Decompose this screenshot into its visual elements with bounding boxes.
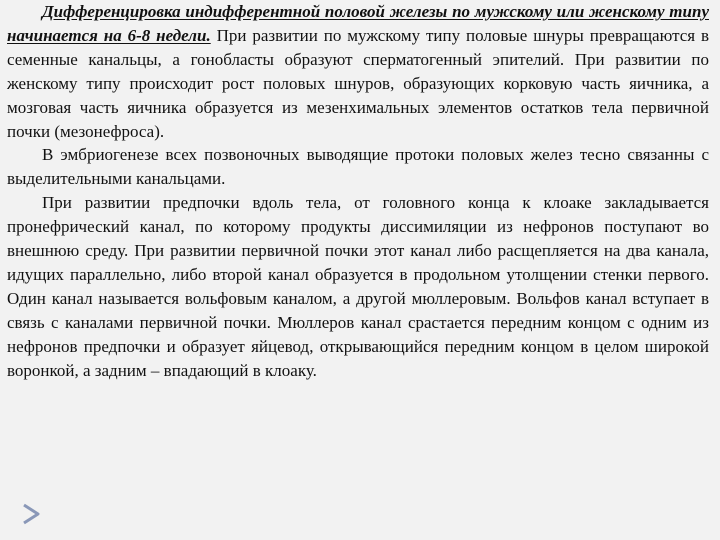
paragraph-1-text: При развитии по мужскому типу половые шнуры превращаются в семенные канальцы, а гонобласты образуют сперматогенный эпителий. При развитии по женскому типу происходит рост половых шнуров, образующих корковую часть яичника, а мозговая часть яичника образуется из мезенхимальных элементов остатков тела первичной почки (мезонефроса). xyxy=(7,25,709,141)
document-body xyxy=(7,0,709,383)
chevron-right-icon xyxy=(18,503,48,525)
paragraph-2: В эмбриогенезе всех позвоночных выводящие протоки половых желез тесно связанны с выделительными канальцами. xyxy=(7,145,709,189)
paragraph-3: При развитии предпочки вдоль тела, от головного конца к клоаке закладывается пронефрический канал, по которому продукты диссимиляции из нефронов поступают во внешнюю среду. При развитии первичной почки этот канал либо расщепляется на два канала, идущих параллельно, либо второй канал образуется в продольном утолщении стенки первого. Один канал называется вольфовым каналом, а другой мюллеровым. Вольфов канал вступает в связь с каналами первичной почки. Мюллеров канал срастается передним концом с одним из нефронов предпочки и образует яйцевод, открывающийся передним концом в целом широкой воронкой, а задним – впадающий в клоаку. xyxy=(7,193,709,380)
paragraph-1-emphasis: Дифференцировка индифферентной половой железы по мужскому или женскому типу начинается на 6-8 недели. xyxy=(7,2,709,45)
paragraph-1 xyxy=(7,0,709,143)
next-slide-button[interactable] xyxy=(18,503,48,525)
